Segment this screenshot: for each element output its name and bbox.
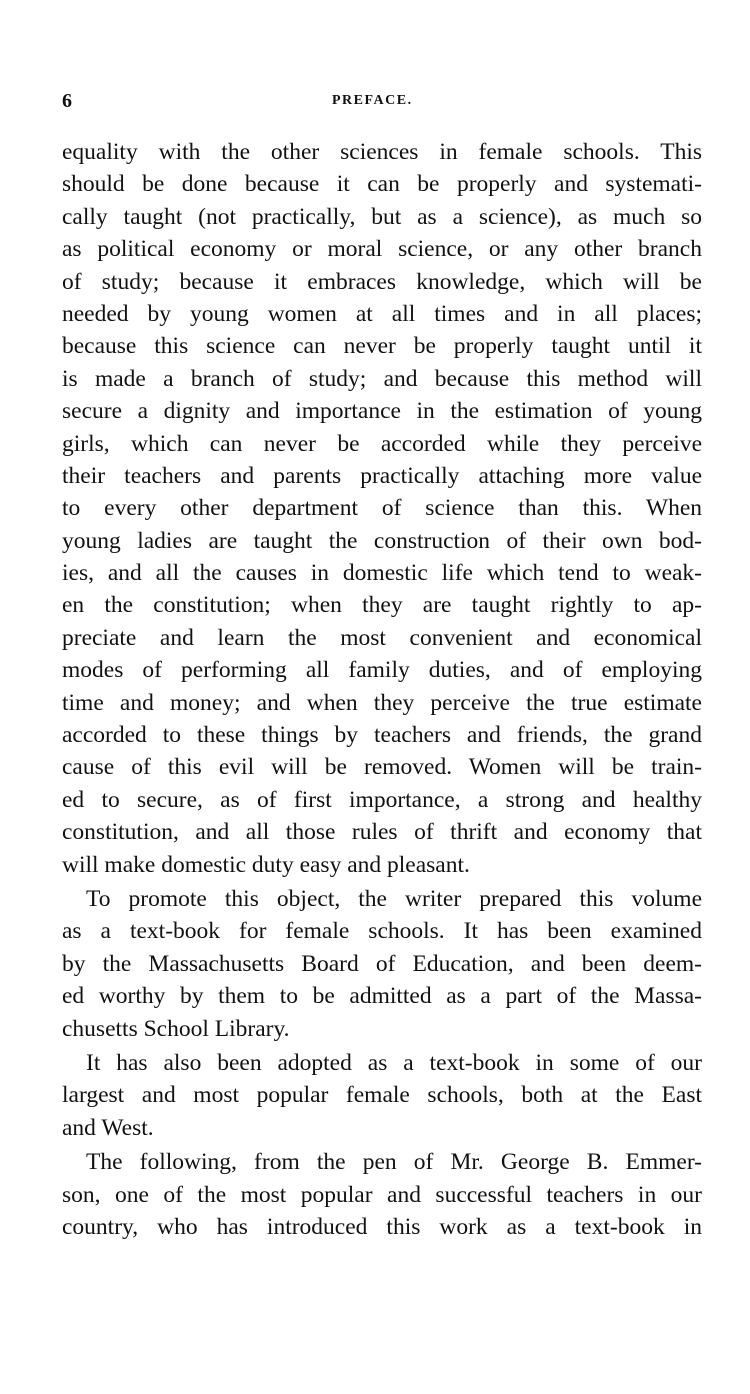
text-line: by the Massachusetts Board of Education, and been deem- bbox=[62, 950, 702, 977]
text-line: secure a dignity and importance in the estimation of young bbox=[62, 398, 702, 425]
text-line: as a text-book for female schools. It has been examined bbox=[62, 918, 702, 945]
text-line: modes of performing all family duties, and of employing bbox=[62, 657, 702, 684]
text-line: preciate and learn the most convenient and economical bbox=[62, 624, 702, 651]
text-line: young ladies are taught the construction of their own bod- bbox=[62, 527, 702, 554]
text-line: equality with the other sciences in female schools. This bbox=[62, 139, 702, 165]
text-line: of study; because it embraces knowledge, which will be bbox=[62, 268, 702, 295]
paragraph bbox=[62, 1146, 702, 1243]
text-line: constitution, and all those rules of thrift and economy that bbox=[62, 819, 702, 846]
text-line: ed worthy by them to be admitted as a part of the Massa- bbox=[62, 983, 702, 1010]
text-line: ed to secure, as of first importance, a strong and healthy bbox=[62, 786, 702, 813]
text-line: The following, from the pen of Mr. George B. Emmer- bbox=[86, 1149, 702, 1176]
text-line: as political economy or moral science, or any other branch bbox=[62, 236, 702, 263]
page-header bbox=[62, 90, 698, 114]
text-line: and West. bbox=[62, 1114, 154, 1141]
text-line: girls, which can never be accorded while they perceive bbox=[62, 430, 702, 457]
text-line: en the constitution; when they are taught rightly to ap- bbox=[62, 592, 702, 619]
text-line: cally taught (not practically, but as a science), as much so bbox=[62, 203, 702, 230]
text-line: to every other department of science than this. When bbox=[62, 495, 702, 522]
paragraph bbox=[62, 1047, 702, 1144]
text-line: son, one of the most popular and successful teachers in our bbox=[62, 1181, 702, 1208]
text-line: cause of this evil will be removed. Women will be train- bbox=[62, 754, 702, 781]
text-line: ies, and all the causes in domestic life which tend to weak- bbox=[62, 560, 702, 587]
text-line: accorded to these things by teachers and friends, the grand bbox=[62, 722, 702, 749]
paragraph bbox=[62, 883, 702, 1045]
text-line: will make domestic duty easy and pleasant. bbox=[62, 851, 470, 878]
text-line: should be done because it can be properly and systemati- bbox=[62, 171, 702, 198]
page-number: 6 bbox=[62, 90, 72, 112]
text-line: their teachers and parents practically attaching more value bbox=[62, 462, 702, 489]
body-text bbox=[62, 136, 702, 1243]
text-line: chusetts School Library. bbox=[62, 1015, 290, 1042]
text-line: is made a branch of study; and because this method will bbox=[62, 365, 702, 392]
text-line: country, who has introduced this work as a text-book in bbox=[62, 1213, 702, 1240]
text-line: To promote this object, the writer prepared this volume bbox=[86, 885, 702, 912]
text-line: largest and most popular female schools, both at the East bbox=[62, 1082, 702, 1109]
text-line: needed by young women at all times and in all places; bbox=[62, 300, 702, 327]
text-line: It has also been adopted as a text-book in some of our bbox=[86, 1049, 702, 1076]
paragraph bbox=[62, 136, 702, 881]
text-line: because this science can never be properly taught until it bbox=[62, 333, 702, 360]
running-head: PREFACE. bbox=[332, 93, 413, 108]
text-line: time and money; and when they perceive the true estimate bbox=[62, 689, 702, 716]
